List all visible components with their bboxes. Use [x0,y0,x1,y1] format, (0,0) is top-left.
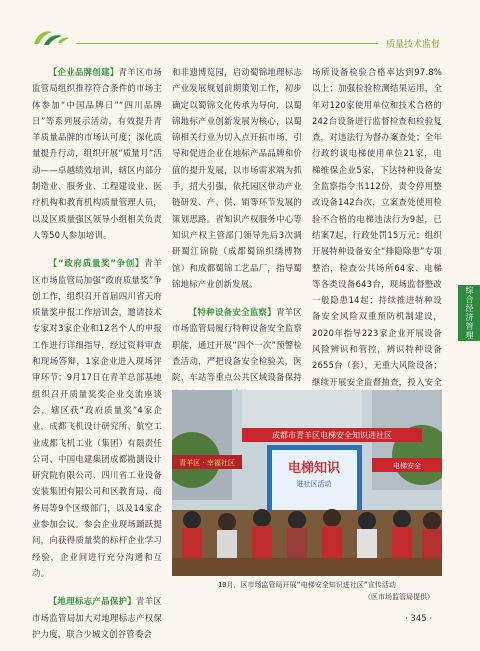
event-photo-illustration [172,390,442,576]
photo-board-subtitle: 进社区活动 [296,480,332,488]
paragraph-government-quality-award: 【“政府质量奖”争创】青羊区市场监管局加强“政府质量奖”争创工作，组织召开首届四川省天府质量奖申报工作培训会，邀请技术专家对3家企业和12名个人的申报工作进行详细指导，经过资料审查和现场答辩，1家企业进入现场评审环节；9月17日在青羊总部基地组织召开质量奖奖企业交流座谈会，辖区获“政府质量奖”4家企业，成都飞机设计研究所、航空工业成都飞机工业（集团）有限责任公司、中国电建集团成都勘测设计研究院有限公司、四川省工业设备安装集团有限公司和区教育局、商务局等9个区级部门，以及14家企业参加会议。参会企业现场踊跃提问，向获得质量奖的标杆企业学习经验，企业间进行充分沟通和互动。 [32,258,162,578]
heading-special-equipment: 【特种设备安全监察】 [188,307,276,318]
page-header [0,0,480,58]
text-column-2 [172,64,302,402]
text-column-3 [312,64,442,406]
paragraph-geographical-indication: 【地理标志产品保护】青羊区市场监管局加大对地理标志产权保护力度，联合少城文创谷管委会 [32,596,162,639]
photo-red-banner-text: 青羊区 · 幸福社区 [179,459,235,467]
text-column-1 [32,64,162,642]
heading-government-quality-award: 【“政府质量奖”争创】 [48,258,145,269]
page-number: · 345 · [405,614,433,624]
photo-board-title: 电梯知识 [287,461,341,476]
section-title: 质量技术监督 [386,40,441,50]
paragraph-continued: 和非遗博览园，启动蜀锦地理标志产业发展规划前期策划工作，初步确定以蜀锦文化传承为导向，以蜀锦地标产业创新发展为核心，以蜀锦相关行业为切入点开拓市场，引导和促进企业在地标产品品牌和价值的提升发展，以市场需求端为抓手，招大引强，依托园区带动产业链研发、产、供、销等环节发展的策划思路。省知识产权服务中心等知识产权主管部门领导先后3次调研蜀江锦院（成都蜀锦织绣博物馆）和成都蜀锦工艺品厂，指导蜀锦地标产业创新发展。 [172,67,302,289]
side-section-tab: 综合经济管理 [458,285,480,341]
header-rule [76,43,378,44]
paragraph-continued-2: 场所设备检验合格率达到97.8%以上；加强检验检测结果运用，全年对120家使用单位和技术合格的242台设备进行监督检查和检验复查，对违法行为督办案查处；全年行政约谈电梯使用单位21家，电梯维保企业5家，下达特种设备安全监察指令书112份，责令停用整改设备142台次，立案查处使用检验不合格的电梯违法行为9起，已结案7起，行政处罚15万元；组织开展特种设备安全“排隐除患”专项整治，检查公共场所64家、电梯等各类设备643台，现场监督整改一般隐患14起；持续推进特种设备安全风险双重预防机制建设，2020年指导223家企业开展设备风险辨识和管控，辨识特种设备2655台（套），无重大风险设备；继续开展安全监督抽查，投入安全 [312,67,442,387]
paragraph-brand-building: 【企业品牌创建】青羊区市场监管局组织推荐符合条件的市场主体参加“中国品牌日”“四川品牌日”等系列展示活动，有效提升青羊质量品牌的市场认可度；深化质量提升行动，组织开展“质量月”活动——卓越绩效培训，辖区内部分制造业、服务业、工程建设业、医疗机构和教育机构质量管理人员，以及区质量强区领导小组相关负责人等50人参加培训。 [32,67,162,240]
leaf-logo-icon [32,28,72,48]
photo-top-banner-text: 成都市青羊区电梯安全知识进社区 [272,431,392,440]
heading-brand-building: 【企业品牌创建】 [48,67,119,77]
photo-credit: （区市场监管局提供） [364,593,434,601]
photo-caption: 10月，区市场监管局开展“电梯安全知识进社区”宣传活动 [218,581,396,589]
photo-right-banner-text: 电梯安全 [393,462,421,470]
paragraph-special-equipment: 【特种设备安全监察】青羊区市场监管局履行特种设备安全监察职能，通过开展“四个一次”预警检查活动，严把设备安全检验关，医院、车站等重点公共区域设备保持 [172,307,302,383]
event-photo [172,390,442,576]
heading-geographical-indication: 【地理标志产品保护】 [48,596,136,607]
